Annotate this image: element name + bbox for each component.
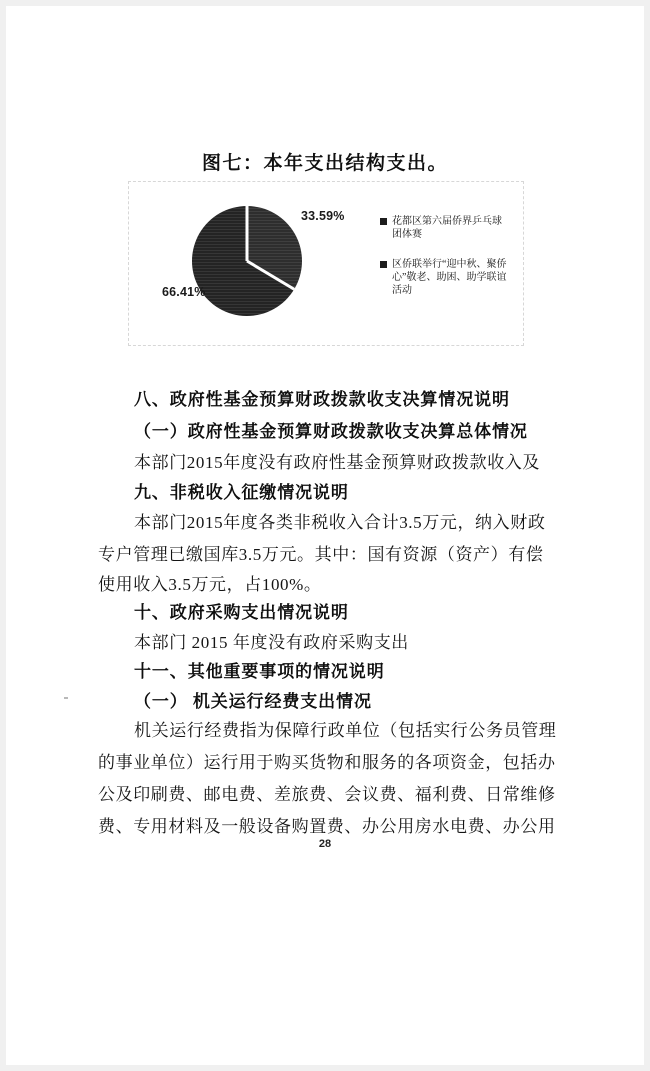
legend-marker-square — [380, 218, 387, 225]
paragraph-line: 本部门2015年度没有政府性基金预算财政拨款收入及 — [134, 453, 540, 472]
legend-label: 区侨联举行“迎中秋、聚侨心”敬老、助困、助学联谊活动 — [392, 259, 507, 296]
scan-speck — [64, 697, 68, 699]
legend-entry-2 — [380, 258, 508, 297]
paragraph-line: 本部门 2015 年度没有政府采购支出 — [134, 633, 409, 652]
figure-title: 图七：本年支出结构支出。 — [201, 153, 448, 174]
section-heading: 八、政府性基金预算财政拨款收支决算情况说明 — [134, 390, 510, 409]
legend-label: 花都区第六届侨界乒乓球团体赛 — [392, 216, 502, 240]
paragraph-line: 公及印刷费、邮电费、差旅费、会议费、福利费、日常维修 — [98, 785, 556, 804]
section-heading: 十一、其他重要事项的情况说明 — [134, 662, 385, 681]
paragraph-line: 费、专用材料及一般设备购置费、办公用房水电费、办公用 — [98, 817, 556, 836]
paragraph-line: 使用收入3.5万元，占100%。 — [98, 575, 322, 594]
legend-marker-square — [380, 261, 387, 268]
pie-chart-figure — [128, 181, 524, 346]
chart-legend — [380, 215, 508, 314]
pie-chart — [187, 201, 307, 321]
section-heading: （一）政府性基金预算财政拨款收支决算总体情况 — [134, 422, 528, 441]
pie-value-label-1: 33.59% — [301, 209, 345, 223]
legend-entry-1 — [380, 215, 508, 241]
page-number: 28 — [318, 838, 332, 850]
paragraph-line: 的事业单位）运行用于购买货物和服务的各项资金，包括办 — [98, 753, 556, 772]
paragraph-line: 本部门2015年度各类非税收入合计3.5万元，纳入财政 — [134, 513, 546, 532]
pie-value-label-2: 66.41% — [162, 285, 206, 299]
section-heading: 九、非税收入征缴情况说明 — [134, 483, 349, 502]
paragraph-line: 机关运行经费指为保障行政单位（包括实行公务员管理 — [134, 721, 557, 740]
section-heading: 十、政府采购支出情况说明 — [134, 603, 349, 622]
paragraph-line: 专户管理已缴国库3.5万元。其中：国有资源（资产）有偿 — [98, 545, 544, 564]
section-heading: （一） 机关运行经费支出情况 — [134, 692, 372, 711]
